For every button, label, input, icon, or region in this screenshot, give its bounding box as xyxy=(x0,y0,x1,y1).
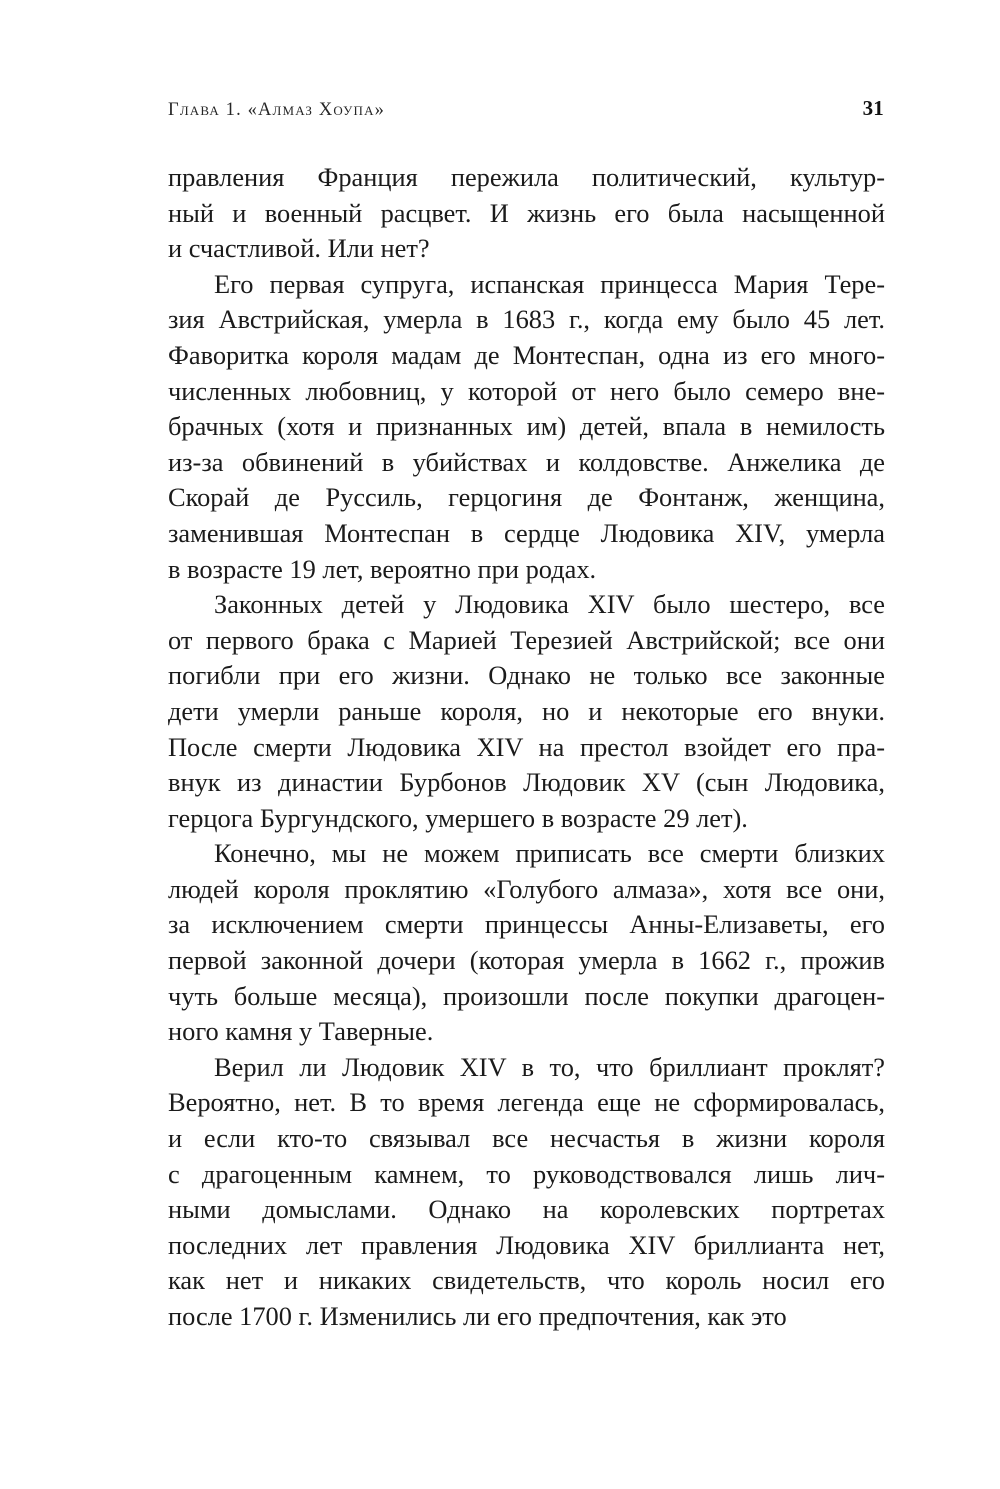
text-line: от первого брака с Марией Терезией Австрийской; все они xyxy=(168,624,885,655)
text-line: и если кто-то связывал все несчастья в жизни короля xyxy=(168,1123,885,1154)
text-line: из-за обвинений в убийствах и колдовстве. Анжелика де xyxy=(168,446,885,477)
text-line: Законных детей у Людовика XIV было шестеро, все xyxy=(214,589,885,620)
body-text xyxy=(168,160,885,1335)
text-line: правления Франция пережила политический, культур- xyxy=(168,162,885,192)
text-line: последних лет правления Людовика XIV бриллианта нет, xyxy=(168,1229,885,1260)
text-line: как нет и никаких свидетельств, что король носил его xyxy=(168,1265,885,1296)
text-line: ный и военный расцвет. И жизнь его была насыщенной xyxy=(168,197,885,228)
text-line: брачных (хотя и признанных им) детей, впала в немилость xyxy=(168,411,885,442)
paragraph xyxy=(168,587,885,836)
text-line: дети умерли раньше короля, но и некоторые его внуки. xyxy=(168,695,885,726)
text-line: Фаворитка короля мадам де Монтеспан, одна из его много- xyxy=(168,339,885,370)
text-line: После смерти Людовика XIV на престол взойдет его пра- xyxy=(168,731,885,762)
text-line: после 1700 г. Изменились ли его предпочтения, как это xyxy=(168,1301,787,1331)
text-line: внук из династии Бурбонов Людовик XV (сын Людовика, xyxy=(168,767,885,798)
text-line: людей короля проклятию «Голубого алмаза», хотя все они, xyxy=(168,873,885,904)
text-line: за исключением смерти принцессы Анны-Елизаветы, его xyxy=(168,909,885,940)
text-line: ными домыслами. Однако на королевских портретах xyxy=(168,1194,885,1225)
text-line: погибли при его жизни. Однако не только все законные xyxy=(168,660,885,691)
text-line: с драгоценным камнем, то руководствовался лишь лич- xyxy=(168,1158,885,1189)
paragraph xyxy=(168,1050,885,1335)
text-line: ного камня у Таверные. xyxy=(168,1016,434,1047)
text-line: чуть больше месяца), произошли после покупки драгоцен- xyxy=(168,980,885,1011)
page-number: 31 xyxy=(862,96,884,120)
paragraph xyxy=(168,836,885,1050)
text-line: и счастливой. Или нет? xyxy=(168,233,430,264)
text-line: зия Австрийская, умерла в 1683 г., когда ему было 45 лет. xyxy=(168,304,885,335)
text-line: первой законной дочери (которая умерла в 1662 г., прожив xyxy=(168,945,885,976)
text-line: Скорай де Руссиль, герцогиня де Фонтанж, женщина, xyxy=(168,482,885,513)
text-line: Конечно, мы не можем приписать все смерти близких xyxy=(214,838,885,869)
text-line: заменившая Монтеспан в сердце Людовика XIV, умерла xyxy=(168,517,885,548)
paragraph xyxy=(168,267,885,587)
text-line: численных любовниц, у которой от него было семеро вне- xyxy=(168,375,885,406)
text-line: в возрасте 19 лет, вероятно при родах. xyxy=(168,553,597,584)
running-head xyxy=(168,96,884,122)
text-line: Его первая супруга, испанская принцесса Мария Тере- xyxy=(214,268,885,299)
text-line: герцога Бургундского, умершего в возрасте 29 лет). xyxy=(168,802,748,833)
text-line: Верил ли Людовик XIV в то, что бриллиант проклят? xyxy=(214,1051,885,1082)
paragraph xyxy=(168,160,885,267)
chapter-title: Глава 1. «Алмаз Хоупа» xyxy=(168,100,386,120)
text-line: Вероятно, нет. В то время легенда еще не сформировалась, xyxy=(168,1087,885,1118)
